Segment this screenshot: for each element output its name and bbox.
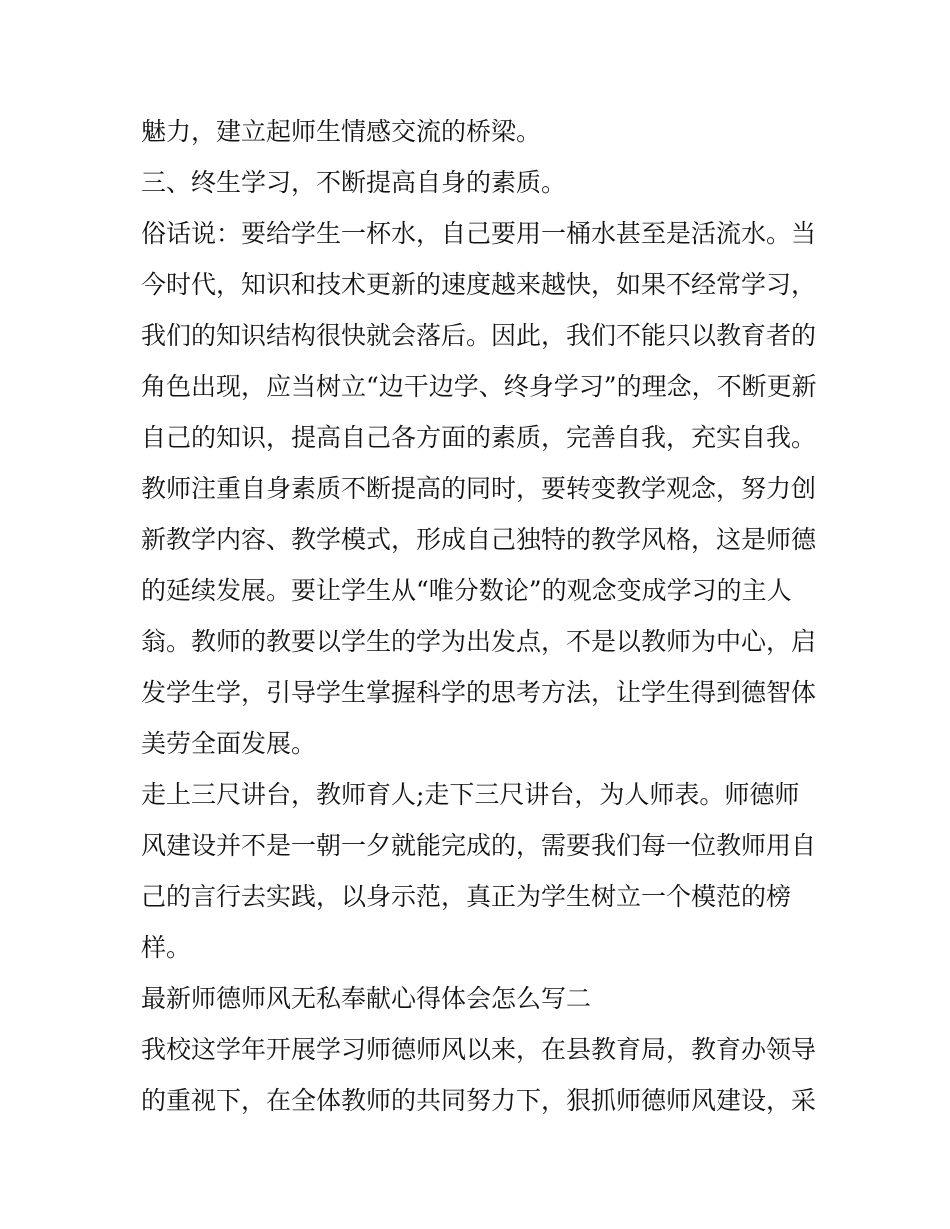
text-line: 教师注重自身素质不断提高的同时，要转变教学观念，努力创 [141,474,817,503]
text-line: 今时代，知识和技术更新的速度越来越快，如果不经常学习， [141,270,817,299]
text-line: 我校这学年开展学习师德师风以来，在县教育局，教育办领导 [141,1035,817,1064]
text-line: 魅力，建立起师生情感交流的桥梁。 [141,117,542,146]
text-line: 新教学内容、教学模式，形成自己独特的教学风格，这是师德 [141,525,817,554]
text-line: 美劳全面发展。 [141,729,317,758]
text-line: 样。 [141,933,192,962]
text-line: 风建设并不是一朝一夕就能完成的，需要我们每一位教师用自 [141,831,817,860]
article-title: 最新师德师风无私奉献心得体会怎么写二 [141,984,592,1013]
text-line: 我们的知识结构很快就会落后。因此，我们不能只以教育者的 [141,321,817,350]
text-line: 翁。教师的教要以学生的学为出发点，不是以教师为中心，启 [141,627,817,656]
section-heading: 三、终生学习，不断提高自身的素质。 [141,168,567,197]
text-line: 发学生学，引导学生掌握科学的思考方法，让学生得到德智体 [141,678,817,707]
document-body [141,106,817,1126]
text-line: 的重视下，在全体教师的共同努力下，狠抓师德师风建设，采 [141,1086,817,1115]
text-line: 的延续发展。要让学生从“唯分数论”的观念变成学习的主人 [141,576,792,605]
text-line: 俗话说：要给学生一杯水，自己要用一桶水甚至是活流水。当 [141,219,817,248]
text-line: 角色出现，应当树立“边干边学、终身学习”的理念，不断更新 [141,372,817,401]
text-line: 自己的知识，提高自己各方面的素质，完善自我，充实自我。 [141,423,817,452]
text-line: 走上三尺讲台，教师育人;走下三尺讲台，为人师表。师德师 [141,780,800,809]
text-line: 己的言行去实践，以身示范，真正为学生树立一个模范的榜 [141,882,792,911]
